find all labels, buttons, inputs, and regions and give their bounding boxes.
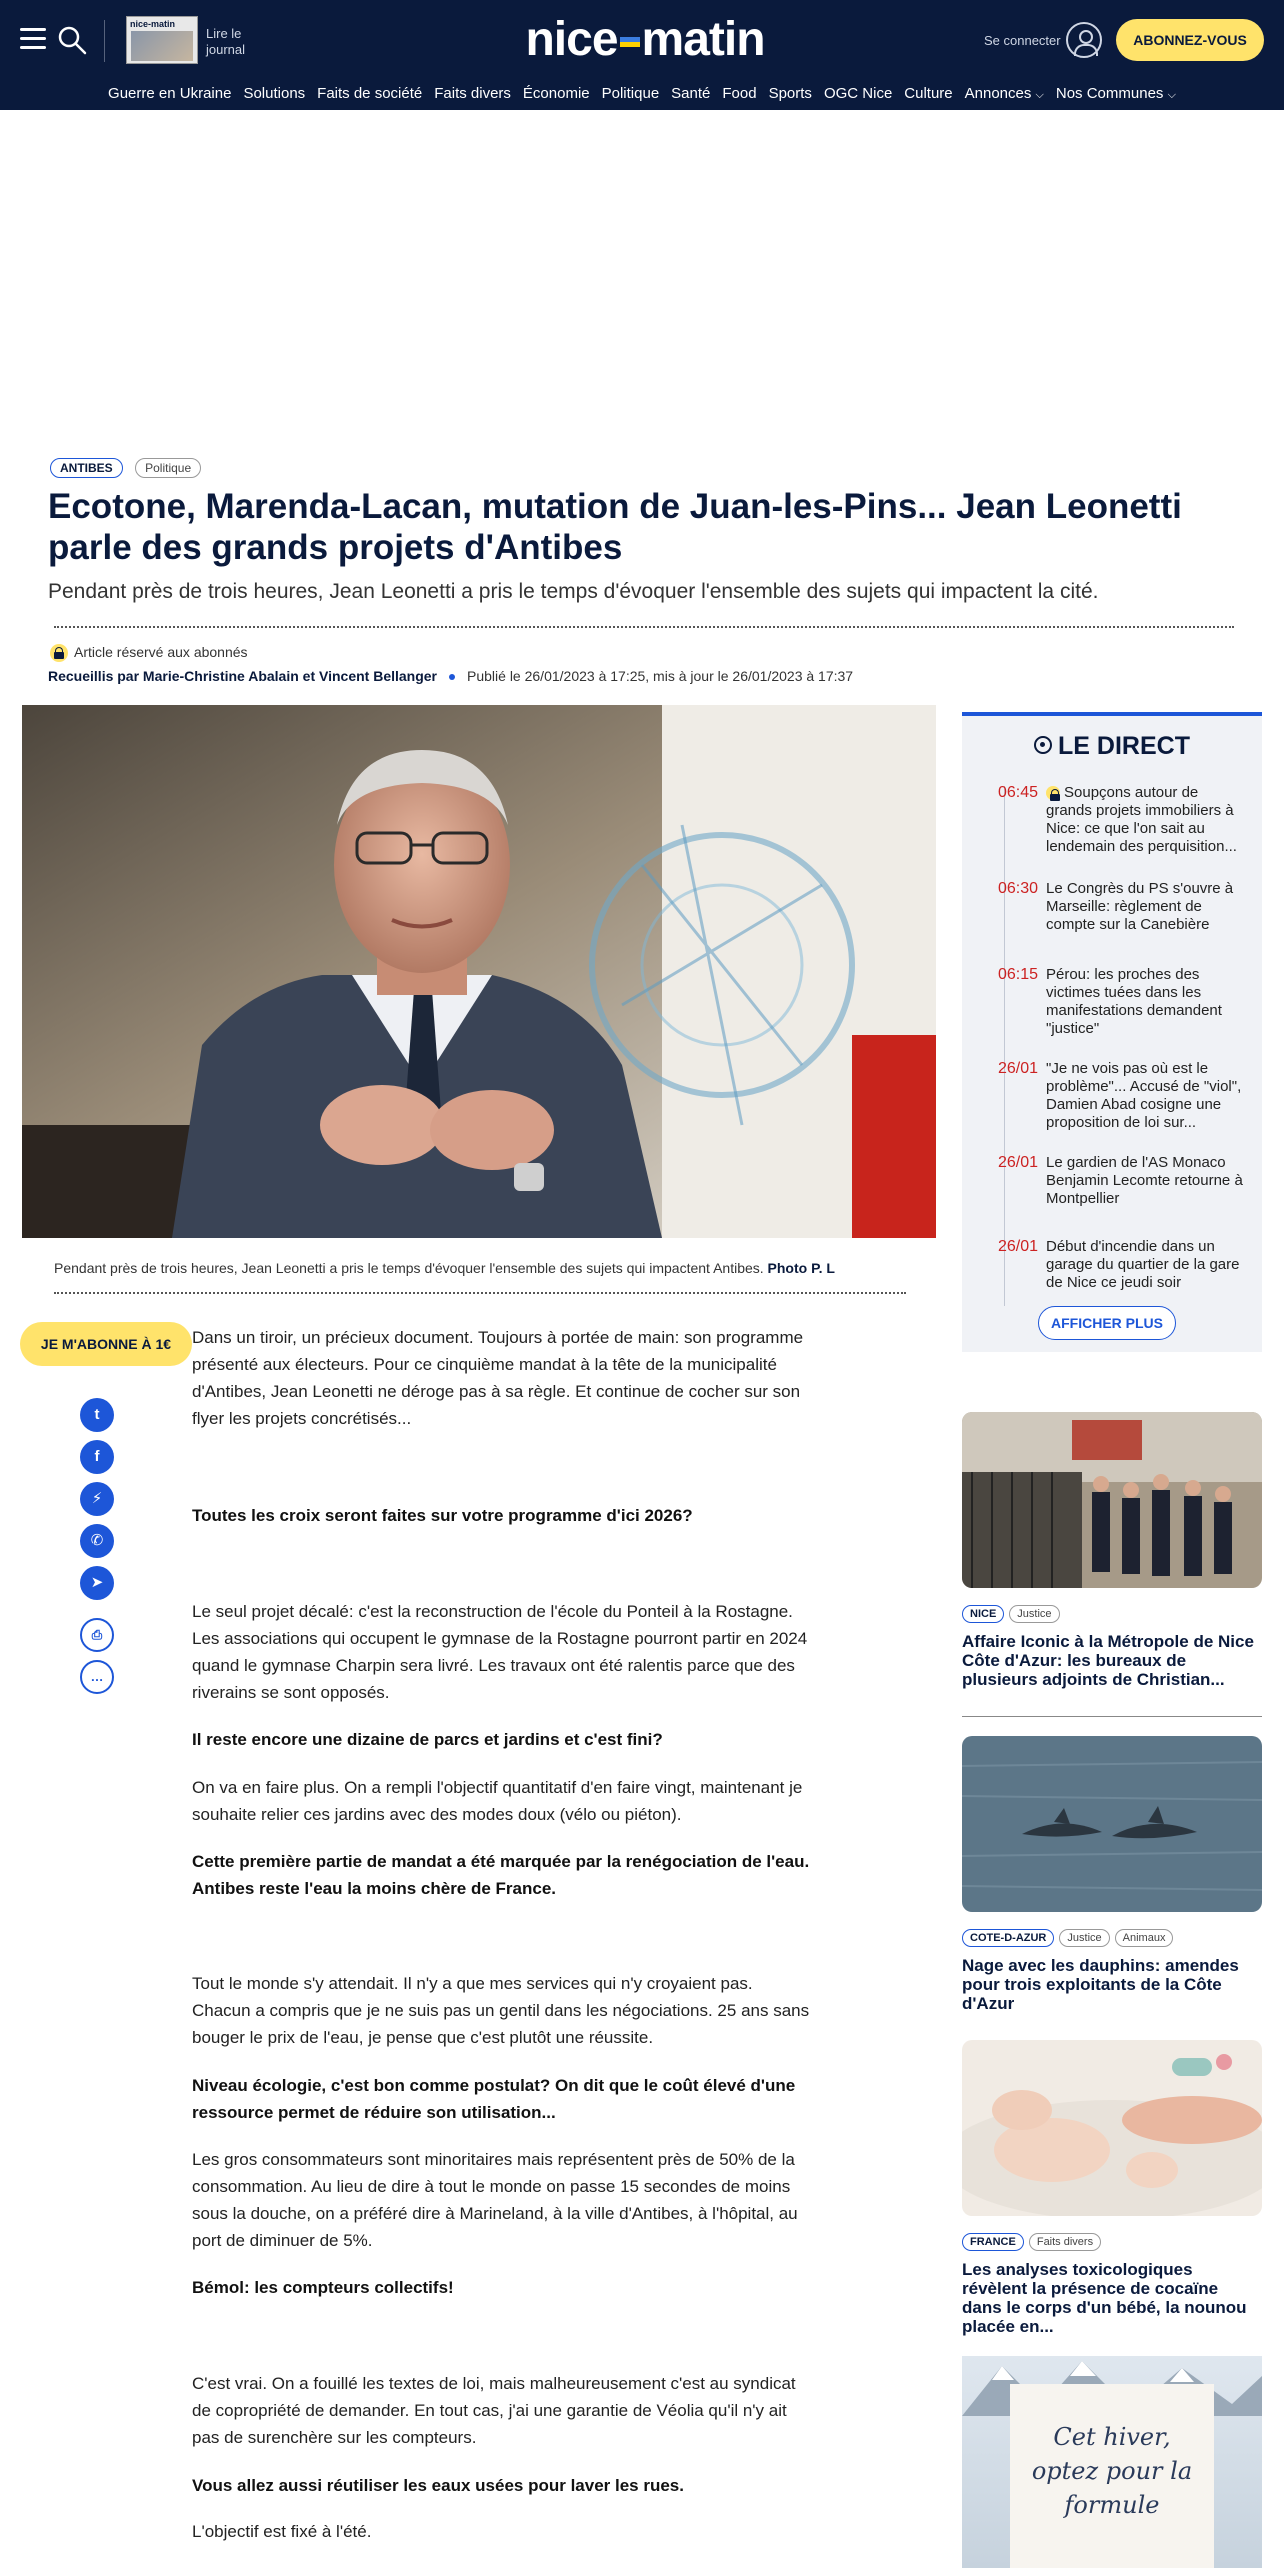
card-tag[interactable]: FRANCE [962,2233,1024,2251]
header-divider [104,20,105,62]
card-tag[interactable]: Justice [1009,1605,1059,1623]
question-1: Toutes les croix seront faites sur votre programme d'ici 2026? [192,1506,693,1525]
answer-3: Tout le monde s'y attendait. Il n'y a que mes services qui n'y croyaient pas. Chacun a compris que je ne suis pas un gentil dans les négociations. 25 ans sans bouger le prix de l'eau, je pense que c'est plutôt une réussite. [192,1974,810,2047]
print-icon[interactable]: ⎙ [80,1618,114,1652]
caption-text: Pendant près de trois heures, Jean Leonetti a pris le temps d'évoquer l'ensemble des sujets qui impactent Antibes. [54,1260,764,1276]
card-tag[interactable]: COTE-D-AZUR [962,1929,1054,1947]
live-time: 06:45 [997,784,1038,801]
telegram-icon[interactable]: ➤ [80,1566,114,1600]
byline [48,668,853,684]
card-title[interactable]: Les analyses toxicologiques révèlent la présence de cocaïne dans le corps d'un bébé, la nounou placée en... [962,2260,1247,2336]
card-tag[interactable]: Faits divers [1029,2233,1101,2251]
journal-cover-image [131,31,193,61]
promo-banner[interactable] [962,2356,1262,2568]
live-feed [962,712,1262,1352]
card-title[interactable]: Affaire Iconic à la Métropole de Nice Côte d'Azur: les bureaux de plusieurs adjoints de Christian... [962,1632,1254,1689]
ad-placeholder [0,110,1284,450]
question-3: Cette première partie de mandat a été marquée par la renégociation de l'eau. Antibes reste l'eau la moins chère de France. [192,1852,810,1898]
live-time: 06:30 [997,880,1038,897]
facebook-icon[interactable]: f [80,1440,114,1474]
photo-caption [54,1260,835,1276]
read-journal-link[interactable]: Lire le journal [206,26,246,57]
live-title-text: LE DIRECT [1058,732,1190,760]
card-image-dolphins[interactable] [962,1736,1262,1912]
publish-date: Publié le 26/01/2023 à 17:25, mis à jour le 26/01/2023 à 17:37 [467,668,854,684]
promo-card [1010,2384,1214,2568]
bullet-dot [449,674,455,680]
question-6: Vous allez aussi réutiliser les eaux usées pour laver les rues. [192,2476,684,2495]
logo-dash [620,37,640,47]
lock-icon [50,644,68,662]
promo-line-2: optez pour la formule [1031,2457,1193,2519]
logo-right: matin [641,13,765,66]
search-icon[interactable] [56,24,88,56]
live-text-value: Soupçons autour de grands projets immobiliers à Nice: ce que l'on sait au lendemain des perquisition... [1046,784,1237,855]
card-tags [962,1604,1065,1623]
card-illustration [962,2040,1262,2216]
live-icon [1034,736,1052,754]
photo-illustration [22,705,936,1238]
show-more-button[interactable]: AFFICHER PLUS [1038,1306,1176,1340]
live-feed-title [962,732,1262,761]
comment-icon[interactable]: … [80,1660,114,1694]
logo-left: nice [525,13,618,66]
card-tags [962,2232,1106,2251]
answer-4: Les gros consommateurs sont minoritaires mais représentent près de 50% de la consommation. Au lieu de dire à tout le monde on passe 15 secondes de moins sous la douche, on a préféré dire à Marineland, à la ville d'Antibes, à l'hôpital, au port de diminuer de 5%. [192,2150,798,2250]
card-image-baby[interactable] [962,2040,1262,2216]
live-text: "Je ne vois pas où est le problème"... Accusé de "viol", Damien Abad cosigne une proposition de loi sur... [1046,1060,1242,1131]
article-title: Ecotone, Marenda-Lacan, mutation de Juan-les-Pins... Jean Leonetti parle des grands projets d'Antibes [48,487,1182,567]
timeline-line [1004,786,1005,1306]
live-text [1046,784,1246,856]
login-link[interactable]: Se connecter [984,33,1061,48]
tag-antibes[interactable]: ANTIBES [50,458,123,478]
nav-item[interactable]: Santé [671,85,711,102]
subscribe-1euro-button[interactable]: JE M'ABONNE À 1€ [20,1322,192,1366]
photo-credit: Photo P. L [767,1260,835,1276]
nav-item[interactable]: Food [722,85,757,102]
tag-politique[interactable]: Politique [135,458,201,478]
user-icon[interactable] [1066,22,1102,58]
card-title[interactable]: Nage avec les dauphins: amendes pour trois exploitants de la Côte d'Azur [962,1956,1239,2013]
nav-item-communes[interactable] [1056,80,1176,109]
card-divider [962,1716,1262,1717]
nav-item[interactable]: Culture [904,85,953,102]
premium-label: Article réservé aux abonnés [74,644,248,660]
article-tags [50,458,209,480]
live-time: 26/01 [997,1238,1038,1255]
whatsapp-icon[interactable]: ✆ [80,1524,114,1558]
subscribe-button[interactable]: ABONNEZ-VOUS [1116,19,1264,61]
card-tag[interactable]: Justice [1059,1929,1109,1947]
site-logo[interactable] [500,14,790,66]
main-nav [0,80,1284,108]
card-tag[interactable]: NICE [962,1605,1004,1623]
nav-item-annonces[interactable] [965,80,1044,109]
nav-label: Nos Communes [1055,85,1164,102]
article-intro: Dans un tiroir, un précieux document. Toujours à portée de main: son programme présenté aux électeurs. Pour ce cinquième mandat à la tête de la municipalité d'Antibes, Jean Leonetti ne déroge pas à sa règle. Et continue de cocher sur son flyer les projets concrétisés... [192,1328,804,1428]
menu-icon[interactable] [20,28,46,50]
lock-icon [1046,786,1060,800]
journal-cover[interactable] [126,16,198,64]
nav-item[interactable]: Guerre en Ukraine [108,85,232,102]
nav-item[interactable]: Politique [601,85,660,102]
nav-item[interactable]: Solutions [243,85,306,102]
site-header [0,0,1284,110]
nav-item[interactable]: Sports [768,85,812,102]
messenger-icon[interactable]: ⚡ [80,1482,114,1516]
article-photo [22,705,936,1238]
chevron-down-icon: ⌵ [1167,89,1176,101]
nav-item[interactable]: OGC Nice [823,85,893,102]
live-time: 06:15 [997,966,1038,983]
answer-2: On va en faire plus. On a rempli l'objectif quantitatif d'en faire vingt, maintenant je souhaite relier ces jardins avec des modes doux (vélo ou piéton). [192,1778,803,1824]
divider [54,626,1234,628]
answer-6: L'objectif est fixé à l'été. [192,2522,372,2541]
answer-1: Le seul projet décalé: c'est la reconstruction de l'école du Ponteil à la Rostagne. Les associations qui occupent le gymnase de la Rostagne pourront partir en 2024 quand le gymnase Charpin sera livré. Les travaux ont été ralentis parce que des riverains se sont opposés. [192,1602,808,1702]
question-2: Il reste encore une dizaine de parcs et jardins et c'est fini? [192,1730,663,1749]
twitter-icon[interactable]: t [80,1398,114,1432]
card-tag[interactable]: Animaux [1115,1929,1174,1947]
chevron-down-icon: ⌵ [1035,89,1044,101]
card-illustration [962,1412,1262,1588]
live-text: Le Congrès du PS s'ouvre à Marseille: règlement de compte sur la Canebière [1046,880,1234,933]
live-time: 26/01 [997,1060,1038,1077]
live-time: 26/01 [997,1154,1038,1171]
nav-label: Annonces [964,85,1032,102]
premium-notice [50,644,248,662]
question-4: Niveau écologie, c'est bon comme postulat? On dit que le coût élevé d'une ressource permet de réduire son utilisation... [192,2076,796,2122]
question-5: Bémol: les compteurs collectifs! [192,2278,454,2297]
divider [54,1292,906,1294]
card-tags [962,1928,1178,1947]
nav-item[interactable]: Économie [522,85,590,102]
authors: Recueillis par Marie-Christine Abalain et Vincent Bellanger [48,668,438,684]
article-chapo: Pendant près de trois heures, Jean Leonetti a pris le temps d'évoquer l'ensemble des sujets qui impactent la cité. [48,580,1099,603]
promo-line-1: Cet hiver, [1053,2423,1171,2451]
card-illustration [962,1736,1262,1912]
card-image-iconic[interactable] [962,1412,1262,1588]
nav-item[interactable]: Faits divers [434,85,511,102]
live-text: Pérou: les proches des victimes tuées dans les manifestations demandent "justice" [1046,966,1222,1037]
nav-item[interactable]: Faits de société [317,85,423,102]
header-top [0,0,1284,80]
journal-cover-title: nice-matin [130,19,176,29]
answer-5: C'est vrai. On a fouillé les textes de loi, mais malheureusement c'est au syndicat de copropriété de demander. En tout cas, j'ai une garantie de Véolia qu'il n'y ait pas de surenchère sur les compteurs. [192,2374,796,2447]
live-text: Début d'incendie dans un garage du quartier de la gare de Nice ce jeudi soir [1046,1238,1240,1291]
live-text: Le gardien de l'AS Monaco Benjamin Lecomte retourne à Montpellier [1046,1154,1243,1207]
